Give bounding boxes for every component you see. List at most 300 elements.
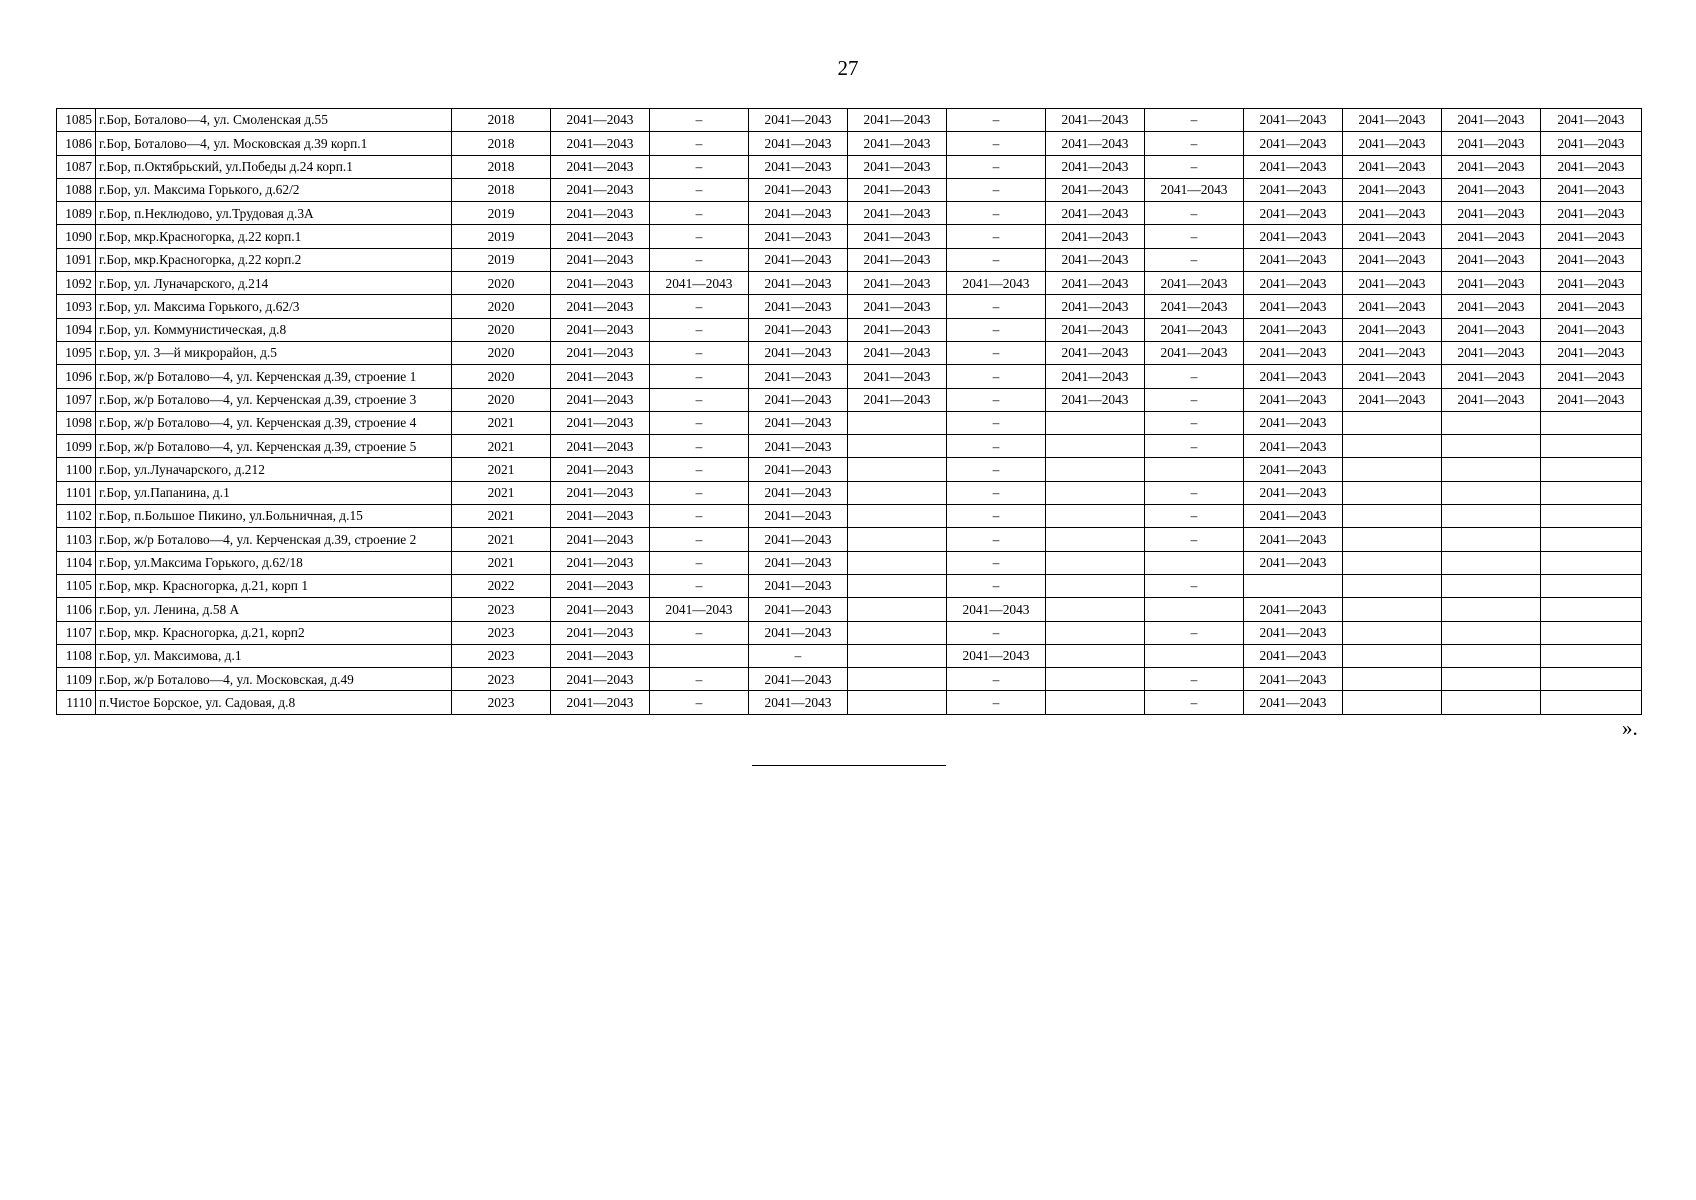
- row-number-cell: 1106: [57, 598, 96, 621]
- year-cell: 2023: [452, 644, 551, 667]
- term-cell: 2041—2043: [1145, 178, 1244, 201]
- term-cell: –: [947, 481, 1046, 504]
- term-cell: 2041—2043: [1442, 318, 1541, 341]
- year-cell: 2021: [452, 551, 551, 574]
- term-cell: 2041—2043: [1442, 202, 1541, 225]
- term-cell: –: [650, 551, 749, 574]
- table-row: [57, 668, 1642, 691]
- term-cell: 2041—2043: [848, 109, 947, 132]
- row-number-cell: 1099: [57, 435, 96, 458]
- term-cell: –: [947, 528, 1046, 551]
- term-cell: [1541, 505, 1642, 528]
- term-cell: [848, 528, 947, 551]
- term-cell: 2041—2043: [848, 225, 947, 248]
- term-cell: 2041—2043: [551, 435, 650, 458]
- term-cell: 2041—2043: [749, 248, 848, 271]
- term-cell: –: [1145, 225, 1244, 248]
- term-cell: 2041—2043: [1244, 295, 1343, 318]
- address-cell: г.Бор, Боталово—4, ул. Смоленская д.55: [96, 109, 452, 132]
- term-cell: 2041—2043: [1442, 109, 1541, 132]
- term-cell: [1541, 481, 1642, 504]
- table-row: [57, 178, 1642, 201]
- term-cell: –: [650, 574, 749, 597]
- term-cell: 2041—2043: [1046, 155, 1145, 178]
- term-cell: –: [947, 691, 1046, 714]
- term-cell: 2041—2043: [1541, 202, 1642, 225]
- term-cell: 2041—2043: [1046, 388, 1145, 411]
- term-cell: 2041—2043: [1244, 551, 1343, 574]
- table-body: [57, 109, 1642, 715]
- address-cell: г.Бор, ж/р Боталово—4, ул. Керченская д.39, строение 3: [96, 388, 452, 411]
- year-cell: 2021: [452, 435, 551, 458]
- year-cell: 2020: [452, 295, 551, 318]
- table-row: [57, 621, 1642, 644]
- term-cell: [1541, 411, 1642, 434]
- term-cell: 2041—2043: [1343, 388, 1442, 411]
- term-cell: –: [650, 435, 749, 458]
- term-cell: 2041—2043: [1541, 155, 1642, 178]
- address-cell: г.Бор, мкр. Красногорка, д.21, корп2: [96, 621, 452, 644]
- term-cell: 2041—2043: [749, 109, 848, 132]
- term-cell: 2041—2043: [749, 481, 848, 504]
- term-cell: [848, 574, 947, 597]
- term-cell: 2041—2043: [1541, 272, 1642, 295]
- row-number-cell: 1087: [57, 155, 96, 178]
- term-cell: 2041—2043: [1244, 435, 1343, 458]
- row-number-cell: 1085: [57, 109, 96, 132]
- term-cell: [1046, 458, 1145, 481]
- term-cell: –: [947, 574, 1046, 597]
- term-cell: 2041—2043: [1442, 155, 1541, 178]
- term-cell: [1541, 458, 1642, 481]
- term-cell: 2041—2043: [551, 528, 650, 551]
- term-cell: 2041—2043: [1343, 109, 1442, 132]
- term-cell: 2041—2043: [551, 388, 650, 411]
- term-cell: –: [1145, 388, 1244, 411]
- address-cell: г.Бор, ж/р Боталово—4, ул. Московская, д.49: [96, 668, 452, 691]
- term-cell: 2041—2043: [749, 505, 848, 528]
- term-cell: –: [947, 132, 1046, 155]
- term-cell: –: [650, 178, 749, 201]
- term-cell: [848, 644, 947, 667]
- term-cell: 2041—2043: [749, 155, 848, 178]
- term-cell: –: [1145, 668, 1244, 691]
- term-cell: –: [947, 505, 1046, 528]
- term-cell: 2041—2043: [551, 551, 650, 574]
- term-cell: [1046, 574, 1145, 597]
- term-cell: –: [650, 668, 749, 691]
- term-cell: 2041—2043: [749, 668, 848, 691]
- term-cell: 2041—2043: [848, 155, 947, 178]
- term-cell: 2041—2043: [1244, 691, 1343, 714]
- page-number: 27: [837, 56, 859, 80]
- term-cell: [1343, 458, 1442, 481]
- term-cell: –: [947, 458, 1046, 481]
- term-cell: 2041—2043: [1046, 132, 1145, 155]
- term-cell: 2041—2043: [551, 621, 650, 644]
- term-cell: [848, 621, 947, 644]
- year-cell: 2020: [452, 388, 551, 411]
- term-cell: 2041—2043: [749, 598, 848, 621]
- table-row: [57, 435, 1642, 458]
- term-cell: –: [650, 481, 749, 504]
- term-cell: 2041—2043: [1541, 225, 1642, 248]
- term-cell: –: [947, 341, 1046, 364]
- term-cell: 2041—2043: [1343, 341, 1442, 364]
- term-cell: 2041—2043: [1244, 644, 1343, 667]
- term-cell: –: [1145, 505, 1244, 528]
- term-cell: 2041—2043: [1244, 248, 1343, 271]
- term-cell: [1046, 668, 1145, 691]
- term-cell: 2041—2043: [1343, 202, 1442, 225]
- term-cell: 2041—2043: [650, 598, 749, 621]
- term-cell: 2041—2043: [1244, 505, 1343, 528]
- year-cell: 2018: [452, 109, 551, 132]
- term-cell: 2041—2043: [848, 132, 947, 155]
- row-number-cell: 1109: [57, 668, 96, 691]
- address-cell: г.Бор, ул. Максимова, д.1: [96, 644, 452, 667]
- address-cell: г.Бор, ул.Папанина, д.1: [96, 481, 452, 504]
- term-cell: [1343, 528, 1442, 551]
- table-row: [57, 341, 1642, 364]
- term-cell: 2041—2043: [551, 109, 650, 132]
- term-cell: 2041—2043: [1046, 225, 1145, 248]
- term-cell: –: [947, 225, 1046, 248]
- row-number-cell: 1107: [57, 621, 96, 644]
- term-cell: [1541, 528, 1642, 551]
- table-row: [57, 551, 1642, 574]
- table-row: [57, 272, 1642, 295]
- term-cell: 2041—2043: [551, 411, 650, 434]
- address-cell: г.Бор, ул. Коммунистическая, д.8: [96, 318, 452, 341]
- term-cell: 2041—2043: [1244, 458, 1343, 481]
- term-cell: [848, 668, 947, 691]
- row-number-cell: 1086: [57, 132, 96, 155]
- term-cell: 2041—2043: [947, 644, 1046, 667]
- row-number-cell: 1101: [57, 481, 96, 504]
- table-row: [57, 318, 1642, 341]
- term-cell: 2041—2043: [551, 598, 650, 621]
- term-cell: 2041—2043: [1343, 318, 1442, 341]
- address-cell: г.Бор, ж/р Боталово—4, ул. Керченская д.39, строение 1: [96, 365, 452, 388]
- term-cell: 2041—2043: [551, 225, 650, 248]
- term-cell: [1343, 574, 1442, 597]
- term-cell: 2041—2043: [551, 574, 650, 597]
- row-number-cell: 1090: [57, 225, 96, 248]
- term-cell: 2041—2043: [1541, 295, 1642, 318]
- term-cell: [1343, 481, 1442, 504]
- term-cell: [1442, 598, 1541, 621]
- term-cell: 2041—2043: [1046, 295, 1145, 318]
- table-row: [57, 109, 1642, 132]
- term-cell: –: [947, 435, 1046, 458]
- table-row: [57, 644, 1642, 667]
- term-cell: [848, 481, 947, 504]
- term-cell: 2041—2043: [749, 318, 848, 341]
- term-cell: 2041—2043: [848, 318, 947, 341]
- address-cell: г.Бор, ул.Луначарского, д.212: [96, 458, 452, 481]
- term-cell: –: [947, 178, 1046, 201]
- year-cell: 2019: [452, 225, 551, 248]
- term-cell: [1442, 435, 1541, 458]
- term-cell: –: [1145, 109, 1244, 132]
- term-cell: 2041—2043: [1244, 668, 1343, 691]
- term-cell: 2041—2043: [1244, 341, 1343, 364]
- year-cell: 2020: [452, 341, 551, 364]
- term-cell: –: [650, 202, 749, 225]
- term-cell: 2041—2043: [1442, 225, 1541, 248]
- term-cell: 2041—2043: [1244, 109, 1343, 132]
- row-number-cell: 1104: [57, 551, 96, 574]
- term-cell: –: [650, 248, 749, 271]
- term-cell: 2041—2043: [848, 248, 947, 271]
- term-cell: 2041—2043: [1442, 365, 1541, 388]
- term-cell: 2041—2043: [1244, 225, 1343, 248]
- term-cell: 2041—2043: [1046, 202, 1145, 225]
- term-cell: 2041—2043: [1046, 178, 1145, 201]
- term-cell: [1145, 551, 1244, 574]
- address-cell: г.Бор, ж/р Боталово—4, ул. Керченская д.39, строение 2: [96, 528, 452, 551]
- row-number-cell: 1102: [57, 505, 96, 528]
- term-cell: 2041—2043: [1343, 155, 1442, 178]
- term-cell: 2041—2043: [749, 225, 848, 248]
- address-cell: г.Бор, мкр. Красногорка, д.21, корп 1: [96, 574, 452, 597]
- term-cell: [1343, 644, 1442, 667]
- term-cell: –: [650, 505, 749, 528]
- term-cell: 2041—2043: [749, 365, 848, 388]
- term-cell: [1541, 574, 1642, 597]
- term-cell: –: [650, 109, 749, 132]
- row-number-cell: 1096: [57, 365, 96, 388]
- term-cell: –: [1145, 621, 1244, 644]
- term-cell: [1145, 644, 1244, 667]
- term-cell: [1541, 598, 1642, 621]
- term-cell: 2041—2043: [1343, 248, 1442, 271]
- term-cell: 2041—2043: [551, 178, 650, 201]
- term-cell: [1046, 644, 1145, 667]
- term-cell: 2041—2043: [1244, 411, 1343, 434]
- term-cell: –: [650, 388, 749, 411]
- term-cell: 2041—2043: [551, 644, 650, 667]
- row-number-cell: 1091: [57, 248, 96, 271]
- term-cell: –: [947, 248, 1046, 271]
- year-cell: 2020: [452, 365, 551, 388]
- table-row: [57, 574, 1642, 597]
- term-cell: 2041—2043: [848, 178, 947, 201]
- term-cell: –: [947, 155, 1046, 178]
- term-cell: [1442, 458, 1541, 481]
- year-cell: 2021: [452, 528, 551, 551]
- address-cell: г.Бор, ул. Ленина, д.58 А: [96, 598, 452, 621]
- year-cell: 2020: [452, 272, 551, 295]
- row-number-cell: 1089: [57, 202, 96, 225]
- term-cell: [1046, 435, 1145, 458]
- term-cell: –: [650, 528, 749, 551]
- term-cell: [848, 691, 947, 714]
- term-cell: 2041—2043: [749, 574, 848, 597]
- address-cell: г.Бор, мкр.Красногорка, д.22 корп.1: [96, 225, 452, 248]
- row-number-cell: 1088: [57, 178, 96, 201]
- term-cell: [1046, 528, 1145, 551]
- row-number-cell: 1092: [57, 272, 96, 295]
- term-cell: [1046, 505, 1145, 528]
- term-cell: 2041—2043: [551, 341, 650, 364]
- term-cell: 2041—2043: [1541, 109, 1642, 132]
- term-cell: 2041—2043: [1541, 248, 1642, 271]
- term-cell: 2041—2043: [1046, 272, 1145, 295]
- term-cell: –: [650, 691, 749, 714]
- term-cell: [1343, 668, 1442, 691]
- term-cell: [1442, 481, 1541, 504]
- address-cell: г.Бор, ул. Максима Горького, д.62/3: [96, 295, 452, 318]
- term-cell: [1145, 598, 1244, 621]
- term-cell: [650, 644, 749, 667]
- term-cell: 2041—2043: [1046, 318, 1145, 341]
- table-row: [57, 481, 1642, 504]
- table-row: [57, 202, 1642, 225]
- address-cell: г.Бор, п.Октябрьский, ул.Победы д.24 корп.1: [96, 155, 452, 178]
- term-cell: 2041—2043: [1244, 155, 1343, 178]
- address-cell: г.Бор, ж/р Боталово—4, ул. Керченская д.39, строение 4: [96, 411, 452, 434]
- term-cell: 2041—2043: [551, 318, 650, 341]
- term-cell: 2041—2043: [1541, 388, 1642, 411]
- term-cell: [848, 458, 947, 481]
- term-cell: 2041—2043: [749, 178, 848, 201]
- term-cell: –: [947, 411, 1046, 434]
- year-cell: 2019: [452, 248, 551, 271]
- address-cell: г.Бор, ж/р Боталово—4, ул. Керченская д.39, строение 5: [96, 435, 452, 458]
- year-cell: 2021: [452, 481, 551, 504]
- term-cell: [1541, 644, 1642, 667]
- term-cell: 2041—2043: [848, 388, 947, 411]
- term-cell: –: [1145, 435, 1244, 458]
- term-cell: 2041—2043: [551, 295, 650, 318]
- row-number-cell: 1097: [57, 388, 96, 411]
- term-cell: –: [749, 644, 848, 667]
- term-cell: 2041—2043: [848, 341, 947, 364]
- term-cell: [1541, 668, 1642, 691]
- term-cell: 2041—2043: [749, 388, 848, 411]
- term-cell: –: [650, 155, 749, 178]
- table-row: [57, 248, 1642, 271]
- term-cell: [1541, 551, 1642, 574]
- term-cell: [848, 598, 947, 621]
- term-cell: 2041—2043: [551, 132, 650, 155]
- term-cell: 2041—2043: [1541, 132, 1642, 155]
- year-cell: 2019: [452, 202, 551, 225]
- table-row: [57, 365, 1642, 388]
- term-cell: –: [947, 318, 1046, 341]
- table-row: [57, 598, 1642, 621]
- year-cell: 2023: [452, 691, 551, 714]
- term-cell: [1046, 598, 1145, 621]
- term-cell: 2041—2043: [1343, 225, 1442, 248]
- term-cell: [1442, 411, 1541, 434]
- term-cell: 2041—2043: [551, 155, 650, 178]
- address-cell: г.Бор, ул. Максима Горького, д.62/2: [96, 178, 452, 201]
- table-row: [57, 411, 1642, 434]
- term-cell: –: [947, 202, 1046, 225]
- table-row: [57, 505, 1642, 528]
- term-cell: [1343, 411, 1442, 434]
- table-row: [57, 458, 1642, 481]
- term-cell: 2041—2043: [947, 598, 1046, 621]
- term-cell: –: [650, 132, 749, 155]
- row-number-cell: 1100: [57, 458, 96, 481]
- term-cell: –: [1145, 481, 1244, 504]
- end-of-document-line: [752, 765, 946, 766]
- term-cell: 2041—2043: [551, 691, 650, 714]
- term-cell: 2041—2043: [1145, 295, 1244, 318]
- term-cell: 2041—2043: [1343, 295, 1442, 318]
- year-cell: 2021: [452, 458, 551, 481]
- term-cell: 2041—2043: [1046, 365, 1145, 388]
- term-cell: –: [1145, 155, 1244, 178]
- term-cell: [1343, 435, 1442, 458]
- term-cell: 2041—2043: [1244, 178, 1343, 201]
- term-cell: 2041—2043: [551, 248, 650, 271]
- row-number-cell: 1108: [57, 644, 96, 667]
- year-cell: 2018: [452, 178, 551, 201]
- table-row: [57, 225, 1642, 248]
- term-cell: 2041—2043: [551, 365, 650, 388]
- address-cell: г.Бор, Боталово—4, ул. Московская д.39 корп.1: [96, 132, 452, 155]
- term-cell: 2041—2043: [848, 295, 947, 318]
- term-cell: –: [650, 621, 749, 644]
- term-cell: –: [650, 341, 749, 364]
- row-number-cell: 1093: [57, 295, 96, 318]
- term-cell: 2041—2043: [1442, 248, 1541, 271]
- row-number-cell: 1098: [57, 411, 96, 434]
- address-cell: г.Бор, ул. Луначарского, д.214: [96, 272, 452, 295]
- term-cell: –: [947, 295, 1046, 318]
- term-cell: 2041—2043: [749, 202, 848, 225]
- term-cell: 2041—2043: [848, 272, 947, 295]
- term-cell: 2041—2043: [848, 365, 947, 388]
- term-cell: [1343, 691, 1442, 714]
- table-row: [57, 388, 1642, 411]
- year-cell: 2018: [452, 132, 551, 155]
- term-cell: –: [1145, 411, 1244, 434]
- term-cell: [1541, 691, 1642, 714]
- term-cell: [1145, 458, 1244, 481]
- term-cell: [848, 551, 947, 574]
- term-cell: [848, 435, 947, 458]
- term-cell: –: [650, 411, 749, 434]
- term-cell: 2041—2043: [1244, 202, 1343, 225]
- term-cell: –: [650, 295, 749, 318]
- term-cell: 2041—2043: [1244, 365, 1343, 388]
- address-cell: г.Бор, п.Неклюдово, ул.Трудовая д.3А: [96, 202, 452, 225]
- term-cell: 2041—2043: [1442, 295, 1541, 318]
- term-cell: 2041—2043: [1244, 621, 1343, 644]
- term-cell: –: [947, 388, 1046, 411]
- year-cell: 2023: [452, 668, 551, 691]
- term-cell: [1244, 574, 1343, 597]
- term-cell: [1442, 528, 1541, 551]
- term-cell: 2041—2043: [749, 272, 848, 295]
- term-cell: [1442, 574, 1541, 597]
- term-cell: 2041—2043: [749, 551, 848, 574]
- term-cell: 2041—2043: [1541, 365, 1642, 388]
- term-cell: –: [1145, 248, 1244, 271]
- term-cell: –: [650, 225, 749, 248]
- address-cell: г.Бор, ул.Максима Горького, д.62/18: [96, 551, 452, 574]
- term-cell: 2041—2043: [1145, 272, 1244, 295]
- term-cell: 2041—2043: [1343, 365, 1442, 388]
- term-cell: 2041—2043: [749, 411, 848, 434]
- term-cell: [1442, 551, 1541, 574]
